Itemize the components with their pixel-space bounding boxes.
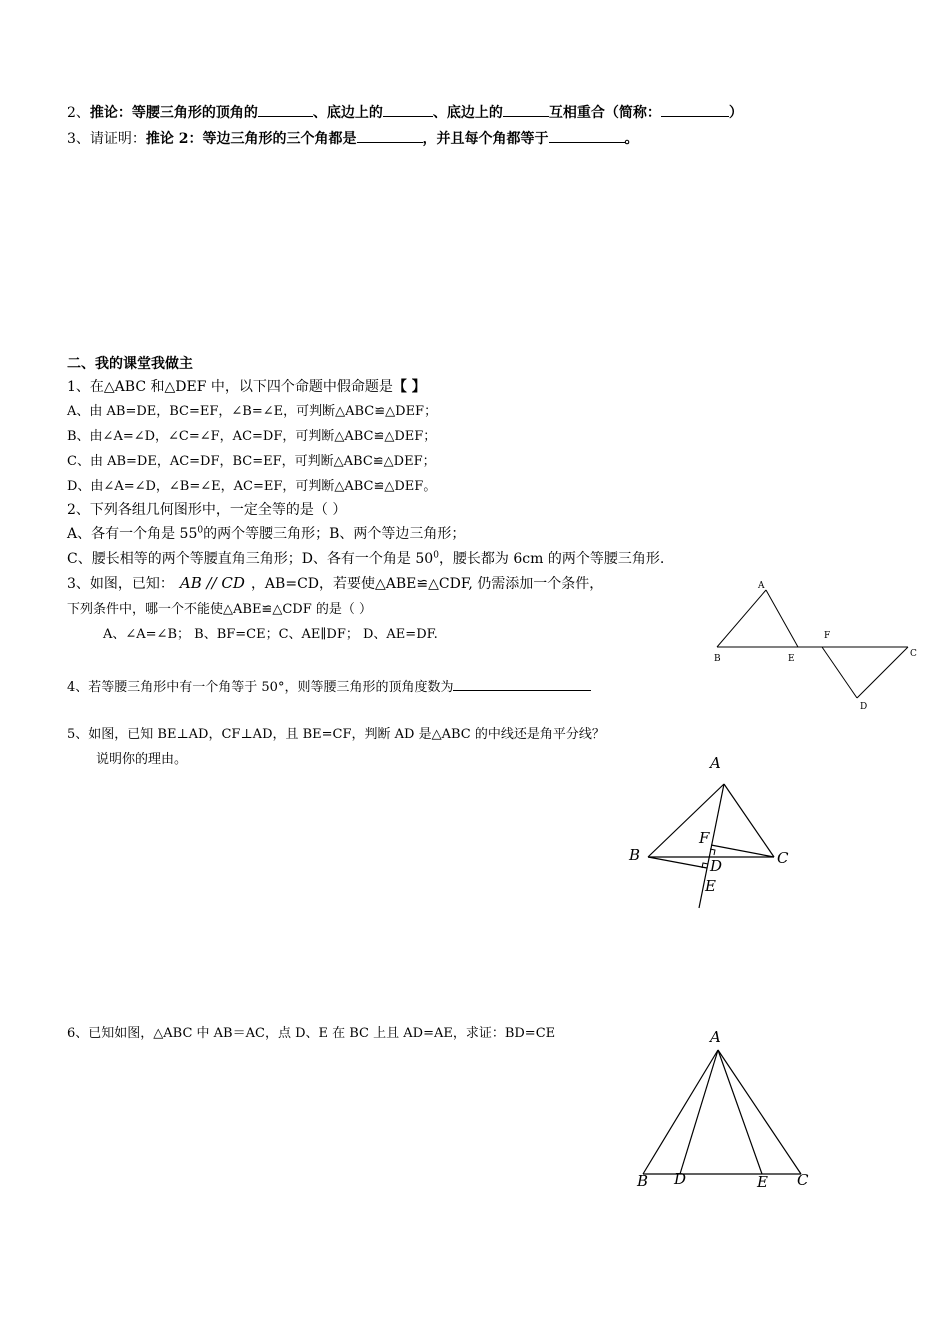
segment-ac	[724, 784, 774, 857]
question-text: 1、在△ABC 和△DEF 中，以下四个命题中假命题是	[67, 379, 393, 395]
segment-cd	[857, 647, 908, 698]
label-b: B	[629, 846, 641, 864]
segment-ab	[648, 784, 724, 857]
question-3-line-2: 下列条件中，哪一个不能使△ABE≌△CDF 的是（ ）	[67, 602, 372, 617]
segment-ad	[680, 1050, 718, 1174]
degree-sup: 0	[197, 525, 204, 536]
section-title: 二、我的课堂我做主	[67, 356, 193, 372]
option-text: A、各有一个角是 55	[67, 526, 198, 542]
corollary-text: 、底边上的	[432, 105, 503, 121]
question-4	[67, 676, 591, 698]
option-text: C、腰长相等的两个等腰直角三角形；D、各有一个角是 50	[67, 551, 434, 567]
segment-ac	[718, 1050, 801, 1174]
label-c: C	[797, 1171, 809, 1189]
degree-sup: 0	[433, 550, 439, 561]
question-3-options: A、∠A=∠B； B、BF=CE；C、AE∥DF； D、AE=DF.	[103, 627, 438, 642]
question-2-option-cd	[67, 549, 664, 569]
question-5-line-2: 说明你的理由。	[96, 752, 188, 767]
answer-blank[interactable]	[258, 102, 313, 117]
corollary-text: 互相重合（简称：	[548, 105, 661, 121]
segment-cf	[711, 845, 774, 857]
figure-q3	[700, 570, 930, 715]
segment-fd	[822, 647, 857, 698]
question-1-option-c: C、由 AB=DE，AC=DF，BC=EF，可判断△ABC≌△DEF；	[67, 454, 436, 469]
corollary-text: ）	[728, 105, 743, 121]
answer-blank[interactable]	[549, 128, 625, 143]
label-d: D	[710, 857, 723, 875]
figure-q6	[625, 1022, 820, 1197]
option-text: 的两个等腰三角形；B、两个等边三角形；	[203, 526, 466, 542]
intro-line-3	[67, 128, 639, 149]
question-1-option-d: D、由∠A=∠D，∠B=∠E，AC=EF，可判断△ABC≌△DEF。	[67, 479, 437, 494]
question-3-stem	[67, 573, 603, 594]
figure-q5	[620, 750, 800, 915]
answer-blank[interactable]	[357, 128, 423, 143]
answer-blank[interactable]	[383, 102, 433, 117]
label-a: A	[710, 754, 721, 772]
question-text: 4、若等腰三角形中有一个角等于 50°，则等腰三角形的顶角度数为	[67, 680, 454, 695]
question-1-option-a: A、由 AB=DE，BC=EF，∠B=∠E，可判断△ABC≌△DEF；	[67, 404, 438, 419]
answer-blank[interactable]	[453, 676, 591, 691]
question-6: 6、已知如图，△ABC 中 AB＝AC，点 D、E 在 BC 上且 AD=AE，求证：BD=CE	[67, 1026, 556, 1041]
segment-be	[648, 857, 707, 868]
answer-bracket[interactable]: 【 】	[392, 379, 426, 395]
line-number: 3、请证明：	[67, 131, 146, 147]
segment-ab	[643, 1050, 718, 1174]
question-1-option-b: B、由∠A=∠D，∠C=∠F，AC=DF，可判断△ABC≌△DEF；	[67, 429, 437, 444]
label-d: D	[674, 1170, 687, 1188]
question-5-line-1: 5、如图，已知 BE⊥AD，CF⊥AD，且 BE=CF，判断 AD 是△ABC 的中线还是角平分线？	[67, 727, 605, 742]
label-c: C	[910, 649, 917, 659]
corollary-text: 推论 2：等边三角形的三个角都是	[145, 131, 357, 147]
segment-ae	[766, 590, 798, 647]
segment-ab	[717, 590, 766, 647]
label-a: A	[710, 1028, 721, 1046]
label-b: B	[637, 1172, 649, 1190]
label-c: C	[777, 849, 789, 867]
option-text: ，腰长都为 6cm 的两个等腰三角形.	[438, 551, 665, 567]
question-2-stem: 2、下列各组几何图形中，一定全等的是（ ）	[67, 502, 347, 518]
question-text: ，AB=CD，若要使△ABE≌△CDF, 仍需添加一个条件，	[250, 576, 604, 592]
segment-ae	[718, 1050, 762, 1174]
question-text: 3、如图，已知：	[67, 576, 174, 592]
label-d: D	[860, 702, 868, 712]
label-e: E	[757, 1173, 768, 1191]
corollary-text: 。	[624, 131, 639, 147]
intro-line-2	[67, 102, 743, 123]
answer-blank[interactable]	[661, 102, 729, 117]
question-2-option-ab	[67, 524, 465, 544]
corollary-text: ，并且每个角都等于	[422, 131, 549, 147]
corollary-text: 、底边上的	[312, 105, 383, 121]
parallel-formula: AB // CD	[179, 574, 245, 592]
corollary-text: 推论：等腰三角形的顶角的	[89, 105, 258, 121]
label-f: F	[824, 631, 831, 641]
label-a: A	[758, 581, 765, 591]
question-1-stem	[67, 377, 426, 397]
label-b: B	[714, 654, 721, 664]
label-e: E	[705, 877, 716, 895]
answer-blank[interactable]	[503, 102, 549, 117]
line-number: 2、	[67, 105, 90, 121]
label-e: E	[788, 654, 795, 664]
label-f: F	[699, 829, 710, 847]
